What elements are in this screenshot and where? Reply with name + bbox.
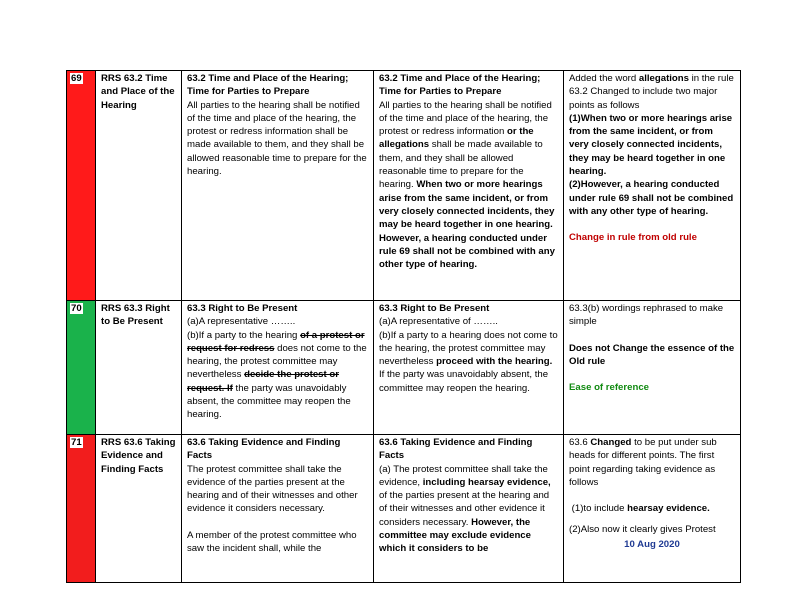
new-rule-title: 63.3 Right to Be Present <box>379 303 490 314</box>
old-rule-title: 63.2 Time and Place of the Hearing; Time for Parties to Prepare <box>187 73 349 98</box>
new-rule-text: All parties to the hearing shall be notified of the time and place of the hearing, the protest or redress information or the allegations shall be made available to them, and they shall be allowed reasonable time to prepare for the hearing. When two or more hearings arise from the same incident, or from very closely connected incidents, they may be heard together in one hearing. However, a hearing conducted under rule 69 shall not be combined with any other type of hearing. <box>379 99 555 271</box>
old-rule-title: 63.3 Right to Be Present <box>187 303 298 314</box>
new-rule-text: (a) The protest committee shall take the evidence, including hearsay evidence, of the parties present at the hearing and of their witnesses and other evidence it considers necessary. However, the committee may exclude evidence which it considers to be <box>379 463 551 555</box>
old-rule-cell <box>182 435 374 583</box>
old-rule-title: 63.6 Taking Evidence and Finding Facts <box>187 437 341 462</box>
new-rule-title: 63.2 Time and Place of the Hearing; Time for Parties to Prepare <box>379 73 541 98</box>
note-added-word: Added the word allegations in the rule <box>569 73 734 84</box>
note-essence: Does not Change the essence of the Old rule <box>569 342 735 367</box>
table-row <box>67 435 741 583</box>
notes-cell <box>564 435 741 583</box>
rules-comparison-table <box>66 70 741 583</box>
row-number: 70 <box>71 303 82 314</box>
row-number: 71 <box>71 437 82 448</box>
table-row <box>67 301 741 435</box>
table-row <box>67 71 741 301</box>
notes-cell <box>564 71 741 301</box>
note-point-2: (2)Also now it clearly gives Protest <box>569 524 716 536</box>
new-rule-text-a: (a)A representative of …….. <box>379 316 498 328</box>
change-label: Change in rule from old rule <box>569 232 697 244</box>
row-number-cell <box>67 71 96 301</box>
new-rule-cell <box>374 301 564 435</box>
note-point-1: (1)When two or more hearings arise from the same incident, or from very closely connected incidents, they may be heard together in one hearing. <box>569 112 733 178</box>
rule-name-cell: RRS 63.6 Taking Evidence and Finding Facts <box>96 435 182 583</box>
new-rule-title: 63.6 Taking Evidence and Finding Facts <box>379 437 533 462</box>
note-point-1: (1)to include hearsay evidence. <box>571 503 710 515</box>
old-rule-text: All parties to the hearing shall be notified of the time and place of the hearing, the protest or redress information shall be made available to them, and they shall be allowed reasonable time to prepare for the hearing. <box>187 99 367 178</box>
old-rule-cell <box>182 71 374 301</box>
ease-label: Ease of reference <box>569 382 649 394</box>
new-rule-cell <box>374 435 564 583</box>
old-rule-text-b: (b)If a party to the hearing of a protest or request for redress does not come to the hearing, the protest committee may nevertheless decide the protest or request. If the party was unavoidably absent, the committee may reopen the hearing. <box>187 329 367 421</box>
row-number: 69 <box>71 73 82 84</box>
new-rule-cell <box>374 71 564 301</box>
note-change: 63.6 Changed to be put under sub heads for different points. The first point regarding taking evidence as follows <box>569 437 717 488</box>
row-number-cell <box>67 435 96 583</box>
row-number-cell <box>67 301 96 435</box>
new-rule-text-b: (b)If a party to a hearing does not come to the hearing, the protest committee may nevertheless proceed with the hearing. If the party was unavoidably absent, the committee may reopen the hearing. <box>379 329 558 394</box>
rule-name-cell: RRS 63.2 Time and Place of the Hearing <box>96 71 182 301</box>
date-stamp: 10 Aug 2020 <box>624 538 680 550</box>
note-rephrased: 63.3(b) wordings rephrased to make simple <box>569 303 724 328</box>
note-change: 63.2 Changed to include two major points as follows <box>569 86 718 111</box>
notes-cell <box>564 301 741 435</box>
old-rule-text-b: A member of the protest committee who saw the incident shall, while the <box>187 529 357 555</box>
old-rule-text-a: (a)A representative …….. <box>187 316 296 328</box>
old-rule-text-a: The protest committee shall take the evidence of the parties present at the hearing and of their witnesses and other evidence it considers necessary. <box>187 463 358 515</box>
rule-name-cell: RRS 63.3 Right to Be Present <box>96 301 182 435</box>
old-rule-cell <box>182 301 374 435</box>
note-point-2: (2)However, a hearing conducted under rule 69 shall not be combined with any other type of hearing. <box>569 179 734 217</box>
